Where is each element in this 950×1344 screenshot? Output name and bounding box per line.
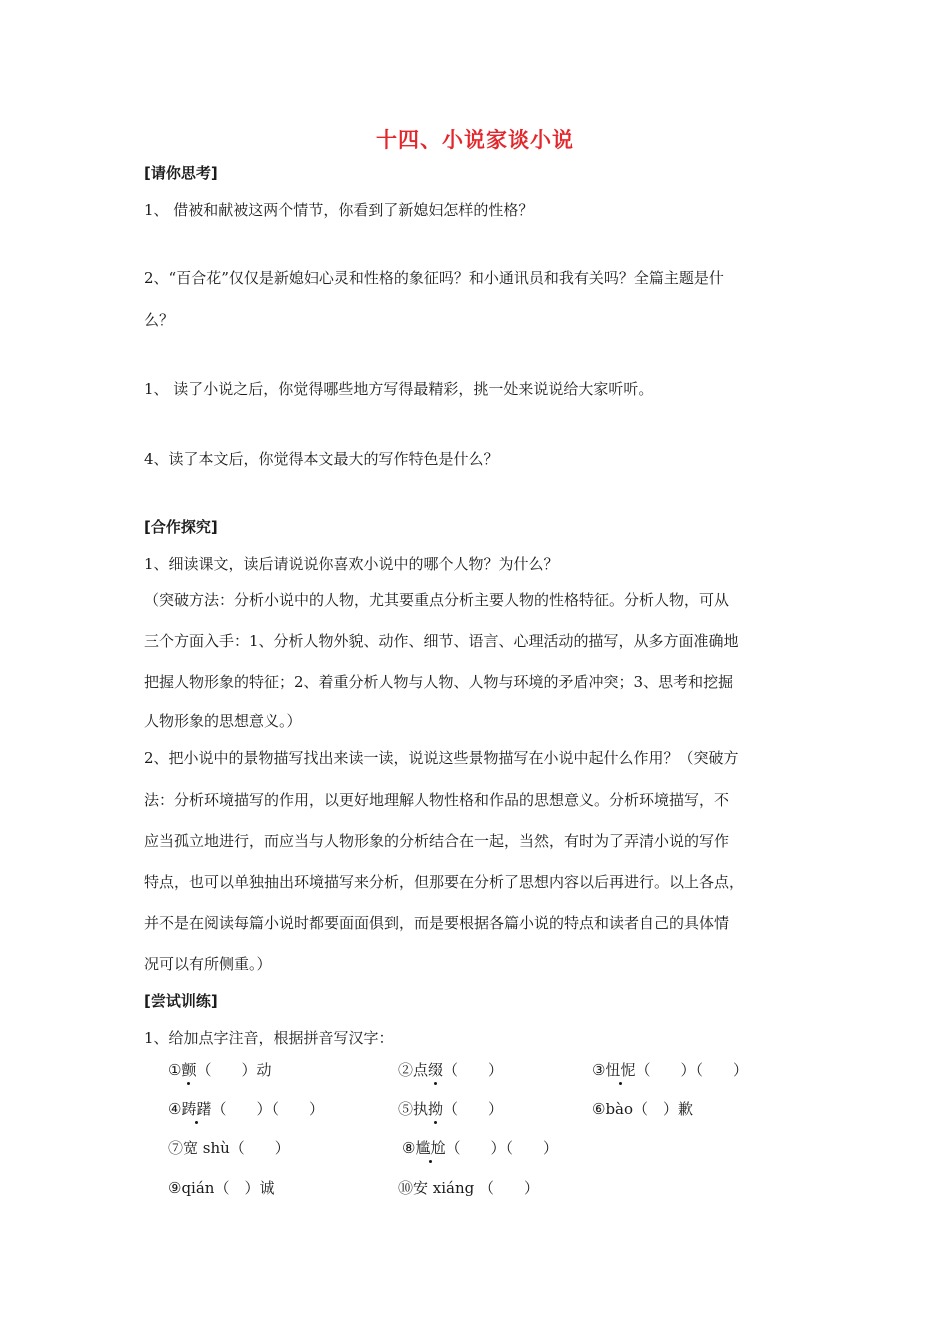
pinyin-item: ⑨qián（ ）诚 xyxy=(168,1179,275,1197)
pinyin-item: ⑥bào（ ）歉 xyxy=(592,1100,694,1118)
explore-line: 况可以有所侧重。） xyxy=(144,955,272,973)
explore-line: 应当孤立地进行，而应当与人物形象的分析结合在一起，当然，有时为了弄清小说的写作 xyxy=(144,832,730,850)
pinyin-item: ③忸怩（ ）（ ） xyxy=(592,1061,748,1079)
pinyin-item: ④踌躇（ ）（ ） xyxy=(168,1100,324,1118)
explore-line: 并不是在阅读每篇小说时都要面面俱到，而是要根据各篇小说的特点和读者自己的具体情 xyxy=(144,914,730,932)
explore-line: 2、把小说中的景物描写找出来读一读，说说这些景物描写在小说中起什么作用？（突破方 xyxy=(144,749,739,767)
pinyin-item: ⑤执拗（ ） xyxy=(398,1100,504,1118)
pinyin-item: ⑦宽 shù（ ） xyxy=(168,1139,290,1157)
practice-instruction: 1、给加点字注音，根据拼音写汉字： xyxy=(144,1029,394,1047)
explore-line: 把握人物形象的特征；2、着重分析人物与人物、人物与环境的矛盾冲突；3、思考和挖掘 xyxy=(144,673,734,691)
explore-line: （突破方法：分析小说中的人物，尤其要重点分析主要人物的性格特征。分析人物，可从 xyxy=(144,591,730,609)
explore-line: 人物形象的思想意义。） xyxy=(144,712,302,730)
question-1: 1、 借被和献被这两个情节，你看到了新媳妇怎样的性格？ xyxy=(144,201,534,219)
explore-line: 法：分析环境描写的作用，以更好地理解人物性格和作品的思想意义。分析环境描写，不 xyxy=(144,791,730,809)
pinyin-item: ⑩安 xiáng （ ） xyxy=(398,1179,539,1197)
question-3: 1、 读了小说之后，你觉得哪些地方写得最精彩，挑一处来说说给大家听听。 xyxy=(144,380,654,398)
pinyin-item: ①颤（ ）动 xyxy=(168,1061,272,1079)
page-title: 十四、小说家谈小说 xyxy=(376,128,574,152)
pinyin-item: ②点缀（ ） xyxy=(398,1061,504,1079)
section-heading-practice: [尝试训练] xyxy=(144,992,218,1010)
explore-line: 特点，也可以单独抽出环境描写来分析，但那要在分析了思想内容以后再进行。以上各点， xyxy=(144,873,745,891)
pinyin-item: ⑧尴尬（ ）（ ） xyxy=(402,1139,558,1157)
explore-line: 三个方面入手：1、分析人物外貌、动作、细节、语言、心理活动的描写，从多方面准确地 xyxy=(144,632,739,650)
question-2-line-1: 2、“百合花”仅仅是新媳妇心灵和性格的象征吗？和小通讯员和我有关吗？全篇主题是什 xyxy=(144,269,724,287)
question-4: 4、读了本文后，你觉得本文最大的写作特色是什么？ xyxy=(144,450,499,468)
explore-line: 1、细读课文，读后请说说你喜欢小说中的哪个人物？为什么？ xyxy=(144,555,559,573)
section-heading-explore: [合作探究] xyxy=(144,518,218,536)
question-2-line-2: 么？ xyxy=(144,311,175,329)
section-heading-think: [请你思考] xyxy=(144,164,218,182)
